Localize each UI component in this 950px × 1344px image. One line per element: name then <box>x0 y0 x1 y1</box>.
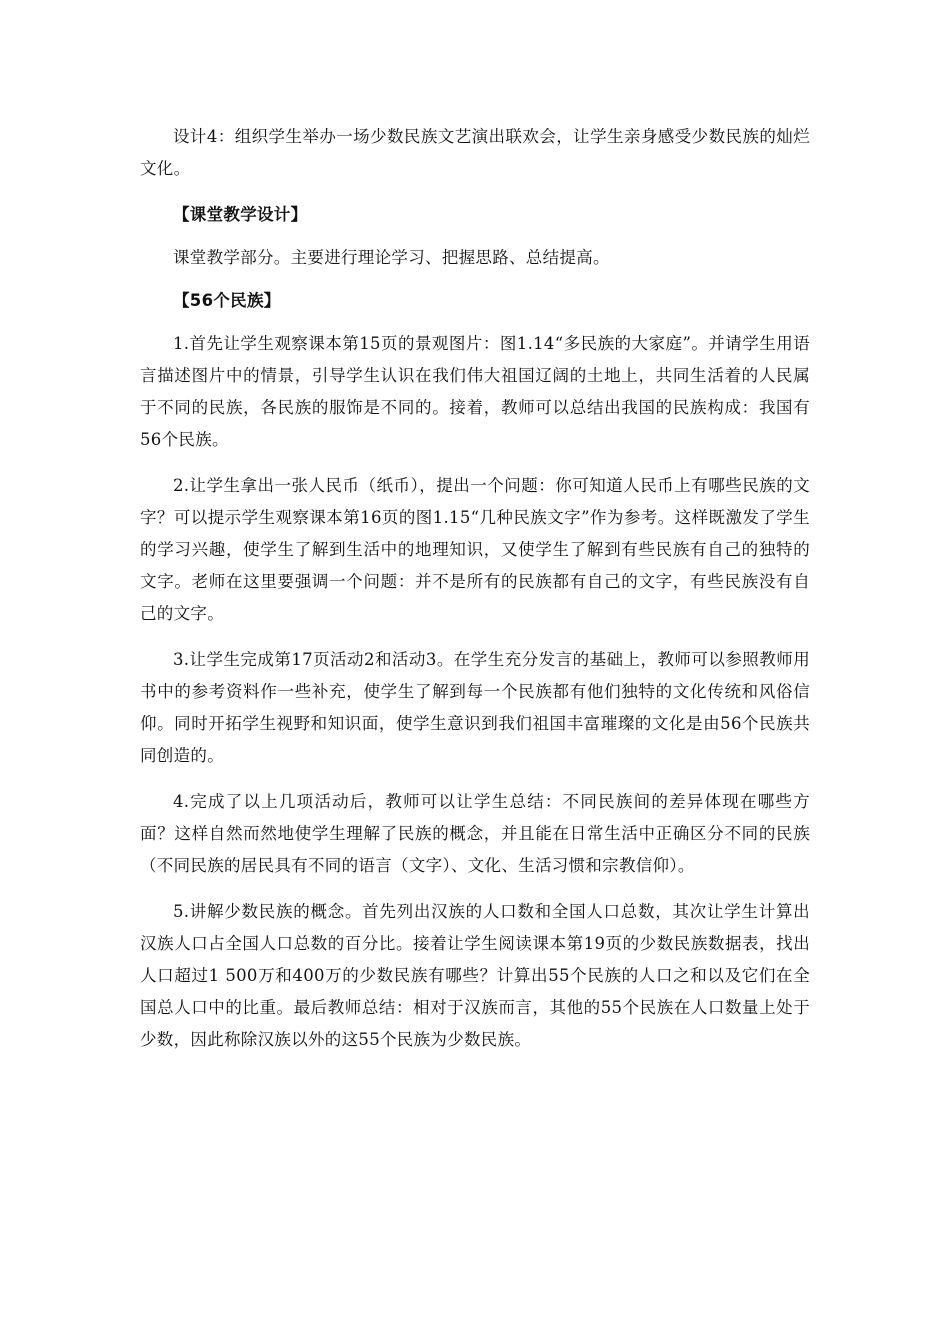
paragraph-design-4: 设计4：组织学生举办一场少数民族文艺演出联欢会，让学生亲身感受少数民族的灿烂文化。 <box>140 127 810 178</box>
paragraph-step-2: 2.让学生拿出一张人民币（纸币），提出一个问题：你可知道人民币上有哪些民族的文字？可以提示学生观察课本第16页的图1.15“几种民族文字”作为参考。这样既激发了学生的学习兴趣，使学生了解到生活中的地理知识，又使学生了解到有些民族有自己的独特的文字。老师在这里要强调一个问题：并不是所有的民族都有自己的文字，有些民族没有自己的文字。 <box>140 476 810 623</box>
paragraph-step-3: 3.让学生完成第17页活动2和活动3。在学生充分发言的基础上，教师可以参照教师用书中的参考资料作一些补充，使学生了解到每一个民族都有他们独特的文化传统和风俗信仰。同时开拓学生视野和知识面，使学生意识到我们祖国丰富璀璨的文化是由56个民族共同创造的。 <box>140 650 810 765</box>
document-body <box>140 121 810 1056</box>
paragraph-step-5: 5.讲解少数民族的概念。首先列出汉族的人口数和全国人口总数，其次让学生计算出汉族人口占全国人口总数的百分比。接着让学生阅读课本第19页的少数民族数据表，找出人口超过1 500万和400万的少数民族有哪些？计算出55个民族的人口之和以及它们在全国总人口中的比重。最后教师总结：相对于汉族而言，其他的55个民族在人口数量上处于少数，因此称除汉族以外的这55个民族为少数民族。 <box>140 902 810 1049</box>
paragraph-step-4: 4.完成了以上几项活动后，教师可以让学生总结：不同民族间的差异体现在哪些方面？这样自然而然地使学生理解了民族的概念，并且能在日常生活中正确区分不同的民族（不同民族的居民具有不同的语言（文字）、文化、生活习惯和宗教信仰）。 <box>140 792 810 875</box>
section-heading-classroom-design: 【课堂教学设计】 <box>173 205 308 224</box>
section-heading-56-ethnic-groups: 【56个民族】 <box>173 291 281 310</box>
paragraph-step-1: 1.首先让学生观察课本第15页的景观图片：图1.14“多民族的大家庭”。并请学生用语言描述图片中的情景，引导学生认识在我们伟大祖国辽阔的土地上，共同生活着的人民属于不同的民族，各民族的服饰是不同的。接着，教师可以总结出我国的民族构成：我国有56个民族。 <box>140 334 810 449</box>
paragraph-classroom-part: 课堂教学部分。主要进行理论学习、把握思路、总结提高。 <box>173 248 610 267</box>
